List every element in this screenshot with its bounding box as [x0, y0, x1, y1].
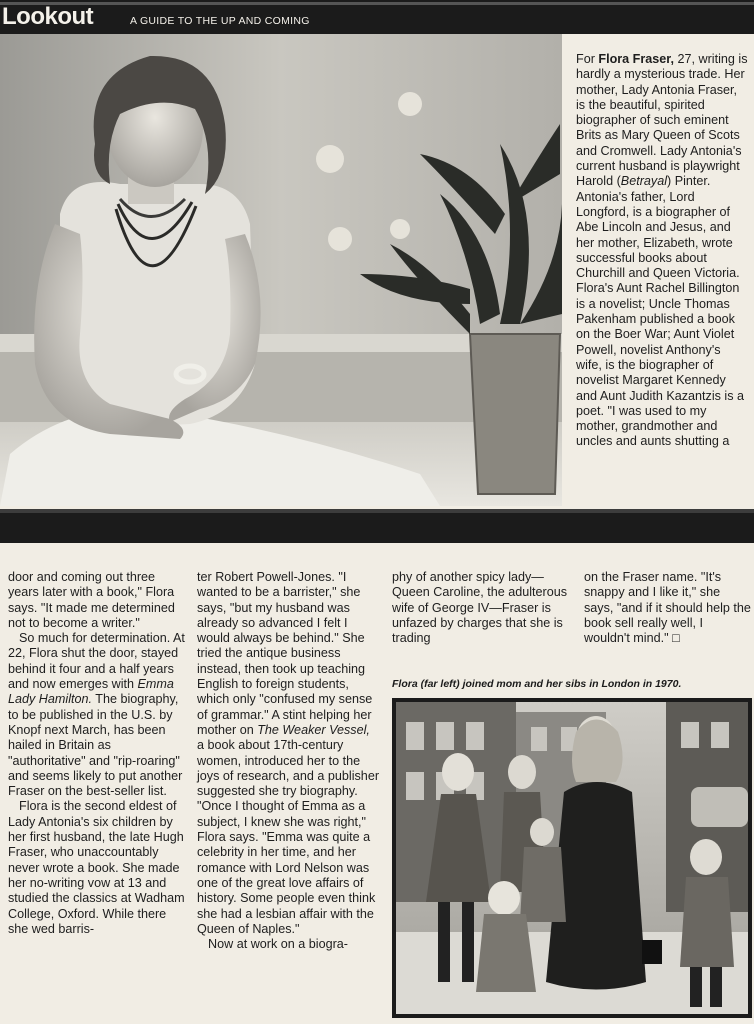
- col1-p2-text-a: So much for determination. At 22, Flora shut the door, stayed behind it four and a half years and now emerges with: [8, 631, 185, 692]
- article-column-4: [584, 570, 752, 646]
- sidebar-article-text: [576, 52, 748, 450]
- portrait-photo-image: [0, 34, 562, 506]
- lead-text: For: [576, 52, 599, 66]
- divider-edge: [0, 509, 754, 513]
- col2-paragraph-1: [197, 570, 379, 937]
- sidebar-paragraph: [576, 52, 748, 450]
- article-column-1: [8, 570, 188, 937]
- col2-p1-text-a: ter Robert Powell-Jones. "I wanted to be a barrister," she says, "but my husband was already so advanced I felt I would always be behind." She tried the antique business instead, then took up teaching English to foreign students, which only "confused my sense of grammar." A stint helping her mother on: [197, 570, 373, 737]
- play-title: Betrayal: [620, 174, 667, 189]
- masthead: [0, 0, 754, 34]
- end-mark-icon: □: [672, 631, 680, 646]
- masthead-rule: [0, 2, 754, 5]
- portrait-photo: [0, 34, 562, 506]
- col1-paragraph-2: [8, 631, 188, 799]
- family-photo: [392, 698, 752, 1018]
- weaker-vessel-title: The Weaker Vessel,: [257, 722, 370, 737]
- article-column-2: [197, 570, 379, 952]
- col1-paragraph-1: door and coming out three years later with a book," Flora says. "It made me determined not to become a writer.": [8, 570, 175, 630]
- col4-text: on the Fraser name. "It's snappy and I like it," she says, "and if it should help the book sell really well, I wouldn't mind.": [584, 570, 751, 646]
- section-logo: Lookout: [2, 3, 94, 30]
- col3-paragraph-1: phy of another spicy lady—Queen Caroline, the adulterous wife of George IV—Fraser is unfazed by charges that she is trading: [392, 570, 568, 646]
- col4-paragraph-1: [584, 570, 752, 646]
- section-tagline: A GUIDE TO THE UP AND COMING: [130, 15, 310, 27]
- sidebar-text-a: 27, writing is hardly a mysterious trade. Her mother, Lady Antonia Fraser, is the beautiful, spirited biographer of such eminent Brits as Mary Queen of Scots and Cromwell. Lady Antonia's current husband is playwright Harold (: [576, 52, 748, 189]
- book-title: Emma Lady Hamilton.: [8, 677, 174, 707]
- col1-p2-text-b: The biography, to be published in the U.S. by Knopf next March, has been hailed in Britain as "authoritative" and "rip-roaring" and seems likely to put another Fraser on the best-seller list.: [8, 692, 183, 799]
- photo-caption: Flora (far left) joined mom and her sibs in London in 1970.: [392, 678, 682, 690]
- col2-p1-text-b: a book about 17th-century women, introduced her to the joys of research, and a publisher suggested she try biography. "Once I thought of Emma as a subject, I knew she was right," Flora says. "Emma was quite a celebrity in her time, and her romance with Lord Nelson was one of the great love affairs of history. Some people even think she had a lesbian affair with the Queen of Naples.": [197, 738, 380, 936]
- family-photo-image: [396, 702, 748, 1014]
- col1-paragraph-3: Flora is the second eldest of Lady Antonia's six children by her first husband, the late Hugh Fraser, who unaccountably never wrote a book. She made her no-writing vow at 13 and studied the classics at Wadham College, Oxford. While there she wed barris-: [8, 799, 185, 936]
- page-divider-band: [0, 509, 754, 543]
- subject-name: Flora Fraser,: [598, 52, 674, 66]
- sidebar-text-b: ) Pinter. Antonia's father, Lord Longford, is a biographer of Abe Lincoln and Jesus, and her mother, Elizabeth, wrote successful books about Churchill and Queen Victoria. Flora's Aunt Rachel Billington is a novelist; Uncle Thomas Pakenham published a book on the Boer War; Aunt Violet Powell, novelist Anthony's wife, is the biographer of novelist Margaret Kennedy and Aunt Judith Kazantzis is a poet. "I was used to my mother, grandmother and uncles and aunts shutting a: [576, 174, 745, 449]
- col2-paragraph-2: Now at work on a biogra-: [208, 937, 348, 952]
- article-column-3: [392, 570, 570, 646]
